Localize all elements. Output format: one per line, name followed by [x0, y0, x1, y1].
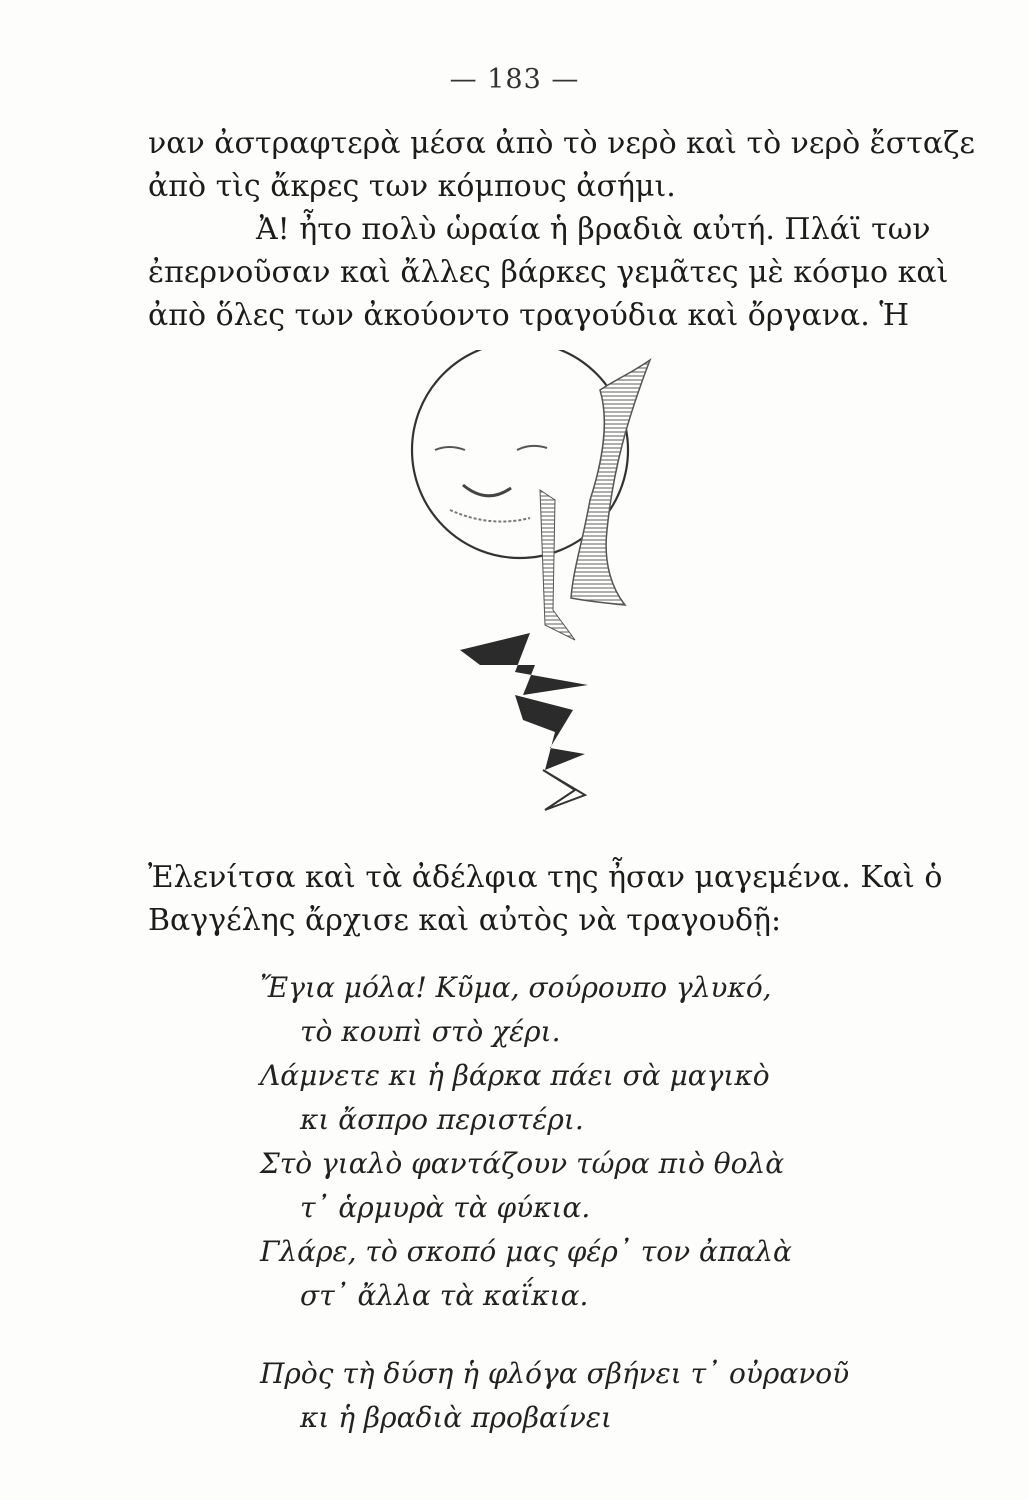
poem-line: τὸ κουπὶ στὸ χέρι.	[300, 1015, 561, 1048]
poem-line: τ᾽ ἁρμυρὰ τὰ φύκια.	[300, 1191, 591, 1224]
page-number: — 183 —	[449, 64, 580, 95]
sail	[540, 360, 650, 640]
prose-line: ναν ἀστραφτερὰ μέσα ἀπὸ τὸ νερὸ καὶ τὸ νερὸ ἔσταζε	[148, 126, 975, 161]
prose-line: ἀπὸ τὶς ἄκρες των κόμπους ἀσήμι.	[148, 169, 676, 204]
poem-line: Ἔγια μόλα! Κῦμα, σούρουπο γλυκό,	[260, 971, 772, 1004]
prose-line: ἀπὸ ὅλες των ἀκούοντο τραγούδια καὶ ὄργανα. Ἡ	[148, 298, 910, 333]
moon-sail-illustration	[395, 350, 695, 820]
prose-bottom	[148, 856, 943, 942]
poem-line: κι ἡ βραδιὰ προβαίνει	[300, 1401, 612, 1434]
prose-top	[148, 122, 975, 337]
poem-line: Λάμνετε κι ἡ βάρκα πάει σὰ μαγικὸ	[260, 1059, 770, 1092]
poem-line: Στὸ γιαλὸ φαντάζουν τώρα πιὸ θολὰ	[260, 1147, 785, 1180]
prose-line: Ἐλενίτσα καὶ τὰ ἀδέλφια της ἦσαν μαγεμένα. Καὶ ὁ	[148, 860, 943, 895]
poem-line: Γλάρε, τὸ σκοπό μας φέρ᾽ τον ἀπαλὰ	[260, 1235, 792, 1268]
poem-line: κι ἄσπρο περιστέρι.	[300, 1103, 584, 1136]
poem-line: στ᾽ ἄλλα τὰ καΐκια.	[300, 1279, 589, 1312]
prose-line: Ἀ! ἦτο πολὺ ὡραία ἡ βραδιὰ αὐτή. Πλάϊ των	[256, 212, 931, 247]
poem-line: Πρὸς τὴ δύση ἡ φλόγα σβήνει τ᾽ οὐρανοῦ	[260, 1357, 850, 1390]
prose-line: ἐπερνοῦσαν καὶ ἄλλες βάρκες γεμᾶτες μὲ κόσμο καὶ	[148, 255, 949, 290]
prose-line: Βαγγέλης ἄρχισε καὶ αὐτὸς νὰ τραγουδῇ:	[148, 903, 782, 938]
lightning-reflection	[460, 633, 588, 810]
